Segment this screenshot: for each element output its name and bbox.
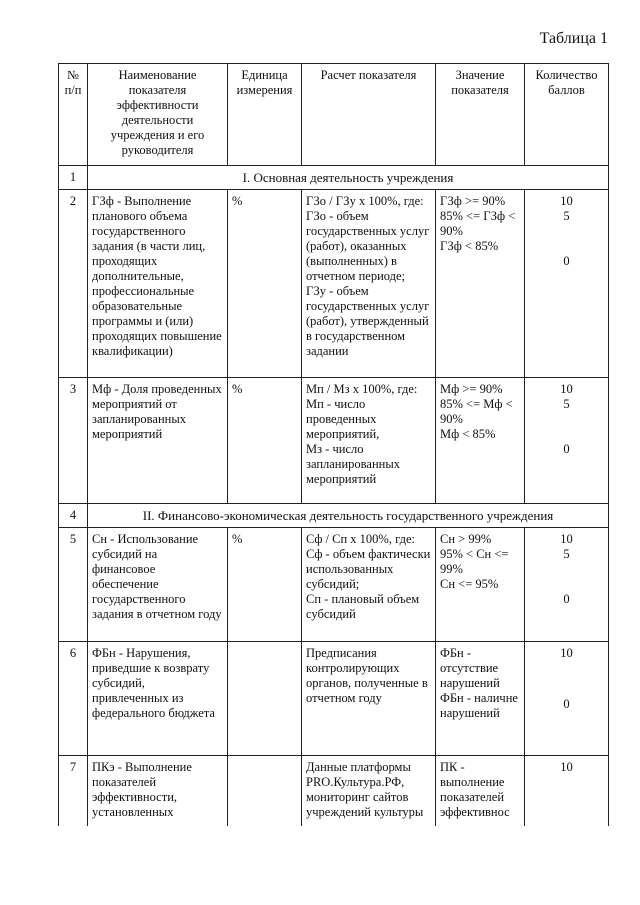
value-cell: [436, 378, 525, 504]
value-cell: [436, 528, 525, 642]
points-line: 10: [560, 760, 573, 774]
points-line: 0: [563, 592, 570, 606]
calc-formula: Сф / Сп х 100%, где:: [306, 532, 415, 546]
row-num: 2: [59, 190, 88, 378]
points-line: 10: [560, 532, 573, 546]
header-name: Наименование показателя эффективности деятельности учреждения и его руководителя: [88, 64, 228, 166]
value-line: ФБн - отсутствие нарушений: [440, 646, 500, 690]
indicator-name: ФБн - Нарушения, приведшие к возврату субсидий, привлеченных из федерального бюджета: [88, 642, 228, 756]
calc-formula: Мп / Мз х 100%, где:: [306, 382, 418, 396]
points-line: 0: [563, 254, 570, 268]
points-line: 5: [563, 547, 570, 561]
points-line: 0: [563, 697, 570, 711]
points-line: 5: [563, 209, 570, 223]
calc-line: ГЗу - объем государственных услуг (работ), утвержденный в государственном задании: [306, 284, 430, 358]
value-line: ФБн - наличне нарушений: [440, 691, 518, 720]
calc-cell: [302, 190, 436, 378]
points-line: 10: [560, 646, 573, 660]
value-cell: [436, 756, 525, 826]
value-line: Сн <= 95%: [440, 577, 499, 591]
unit-cell: %: [228, 190, 302, 378]
indicator-name: Сн - Использование субсидий на финансовое обеспечение государственного задания в отчетном году: [88, 528, 228, 642]
value-line: ГЗф >= 90%: [440, 194, 506, 208]
table-row: [59, 756, 609, 826]
table-row: [59, 642, 609, 756]
value-line: Сн > 99%: [440, 532, 492, 546]
header-row: [59, 64, 609, 166]
calc-line: Мз - число запланированных мероприятий: [306, 442, 400, 486]
points-line: 0: [563, 442, 570, 456]
header-points: Количество баллов: [525, 64, 609, 166]
calc-line: ГЗо - объем государственных услуг (работ), оказанных (выполненных) в отчетном периоде;: [306, 209, 430, 283]
calc-cell: [302, 528, 436, 642]
unit-cell: [228, 642, 302, 756]
section-row: [59, 166, 609, 190]
header-calc: Расчет показателя: [302, 64, 436, 166]
calc-formula: ГЗо / ГЗу х 100%, где:: [306, 194, 424, 208]
table-row: [59, 528, 609, 642]
indicator-name: ПКэ - Выполнение показателей эффективности, установленных: [88, 756, 228, 826]
points-cell: [525, 756, 609, 826]
calc-line: Сп - плановый объем субсидий: [306, 592, 420, 621]
indicator-name: Мф - Доля проведенных мероприятий от запланированных мероприятий: [88, 378, 228, 504]
section-num: 1: [59, 166, 88, 190]
table-row: [59, 378, 609, 504]
unit-cell: %: [228, 528, 302, 642]
calc-line: Мп - число проведенных мероприятий,: [306, 397, 380, 441]
value-line: ПК - выполнение показателей эффективнос: [440, 760, 510, 819]
calc-cell: [302, 756, 436, 826]
header-value: Значение показателя: [436, 64, 525, 166]
value-line: 85% <= Мф < 90%: [440, 397, 513, 426]
calc-line: Сф - объем фактически использованных субсидий;: [306, 547, 431, 591]
section-title: I. Основная деятельность учреждения: [88, 166, 609, 190]
calc-cell: [302, 378, 436, 504]
calc-line: Предписания контролирующих органов, полученные в отчетном году: [306, 646, 428, 705]
value-line: Мф < 85%: [440, 427, 496, 441]
value-line: 85% <= ГЗф < 90%: [440, 209, 516, 238]
points-cell: [525, 190, 609, 378]
indicator-name: ГЗф - Выполнение планового объема государственного задания (в части лиц, проходящих дополнительные, профессиональные образовательные программы и (или) проходящих повышение квалификации): [88, 190, 228, 378]
points-cell: [525, 642, 609, 756]
unit-cell: %: [228, 378, 302, 504]
row-num: 6: [59, 642, 88, 756]
calc-line: Данные платформы PRO.Культура.РФ, мониторинг сайтов учреждений культуры: [306, 760, 424, 819]
value-line: Мф >= 90%: [440, 382, 503, 396]
section-row: [59, 504, 609, 528]
row-num: 5: [59, 528, 88, 642]
section-num: 4: [59, 504, 88, 528]
value-line: 95% < Сн <= 99%: [440, 547, 509, 576]
section-title: II. Финансово-экономическая деятельность государственного учреждения: [88, 504, 609, 528]
table-row: [59, 190, 609, 378]
indicators-table: [58, 63, 609, 826]
value-line: ГЗф < 85%: [440, 239, 499, 253]
row-num: 3: [59, 378, 88, 504]
points-line: 5: [563, 397, 570, 411]
table-caption: Таблица 1: [539, 30, 608, 47]
calc-cell: [302, 642, 436, 756]
value-cell: [436, 642, 525, 756]
points-cell: [525, 378, 609, 504]
header-unit: Единица измерения: [228, 64, 302, 166]
points-line: 10: [560, 194, 573, 208]
header-num: № п/п: [59, 64, 88, 166]
value-cell: [436, 190, 525, 378]
points-cell: [525, 528, 609, 642]
points-line: 10: [560, 382, 573, 396]
row-num: 7: [59, 756, 88, 826]
unit-cell: [228, 756, 302, 826]
